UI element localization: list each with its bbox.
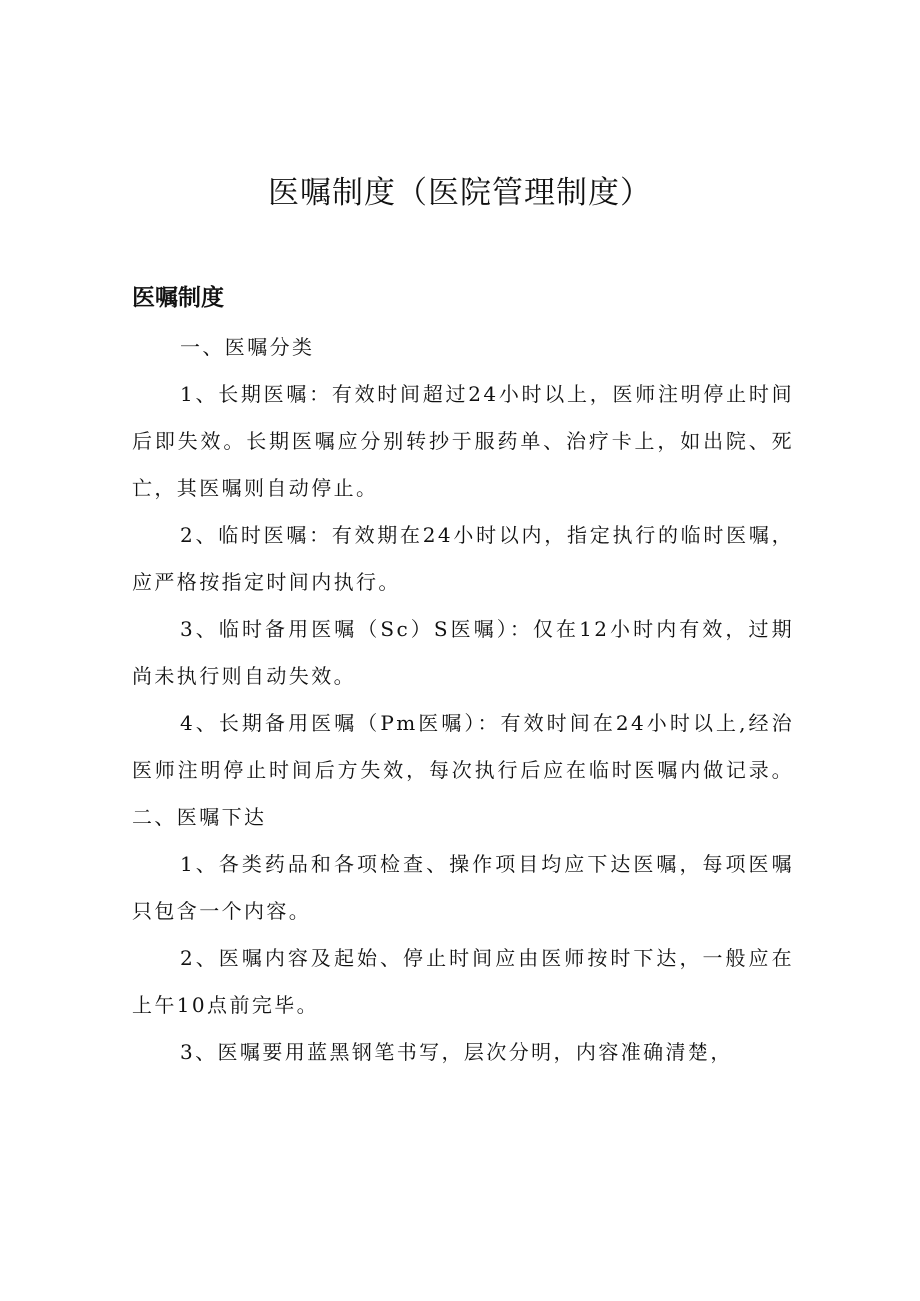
- paragraph-temporary-standby-order: 3、临时备用医嘱（Sc）S医嘱）：仅在12小时内有效，过期尚未执行则自动失效。: [132, 617, 794, 688]
- section-heading: 医嘱制度: [132, 285, 224, 311]
- paragraph-order-issue-timing: 2、医嘱内容及起始、停止时间应由医师按时下达，一般应在上午10点前完毕。: [132, 946, 794, 1017]
- paragraph-order-writing: 3、医嘱要用蓝黑钢笔书写，层次分明，内容准确清楚，: [180, 1040, 733, 1064]
- paragraph-long-term-standby-order: 4、长期备用医嘱（Pm医嘱）：有效时间在24小时以上,经治医师注明停止时间后方失效，每次执行后应在临时医嘱内做记录。二、医嘱下达: [132, 711, 794, 829]
- paragraph-order-issue-content: 1、各类药品和各项检查、操作项目均应下达医嘱，每项医嘱只包含一个内容。: [132, 852, 794, 923]
- paragraph-temporary-order: 2、临时医嘱：有效期在24小时以内，指定执行的临时医嘱，应严格按指定时间内执行。: [132, 523, 794, 594]
- paragraph-long-term-order: 1、长期医嘱：有效时间超过24小时以上，医师注明停止时间后即失效。长期医嘱应分别转抄于服药单、治疗卡上，如出院、死亡，其医嘱则自动停止。: [132, 382, 794, 500]
- document-body: [132, 324, 794, 1076]
- document-title: 医嘱制度（医院管理制度）: [268, 175, 652, 211]
- paragraph-category-heading: 一、医嘱分类: [180, 335, 315, 359]
